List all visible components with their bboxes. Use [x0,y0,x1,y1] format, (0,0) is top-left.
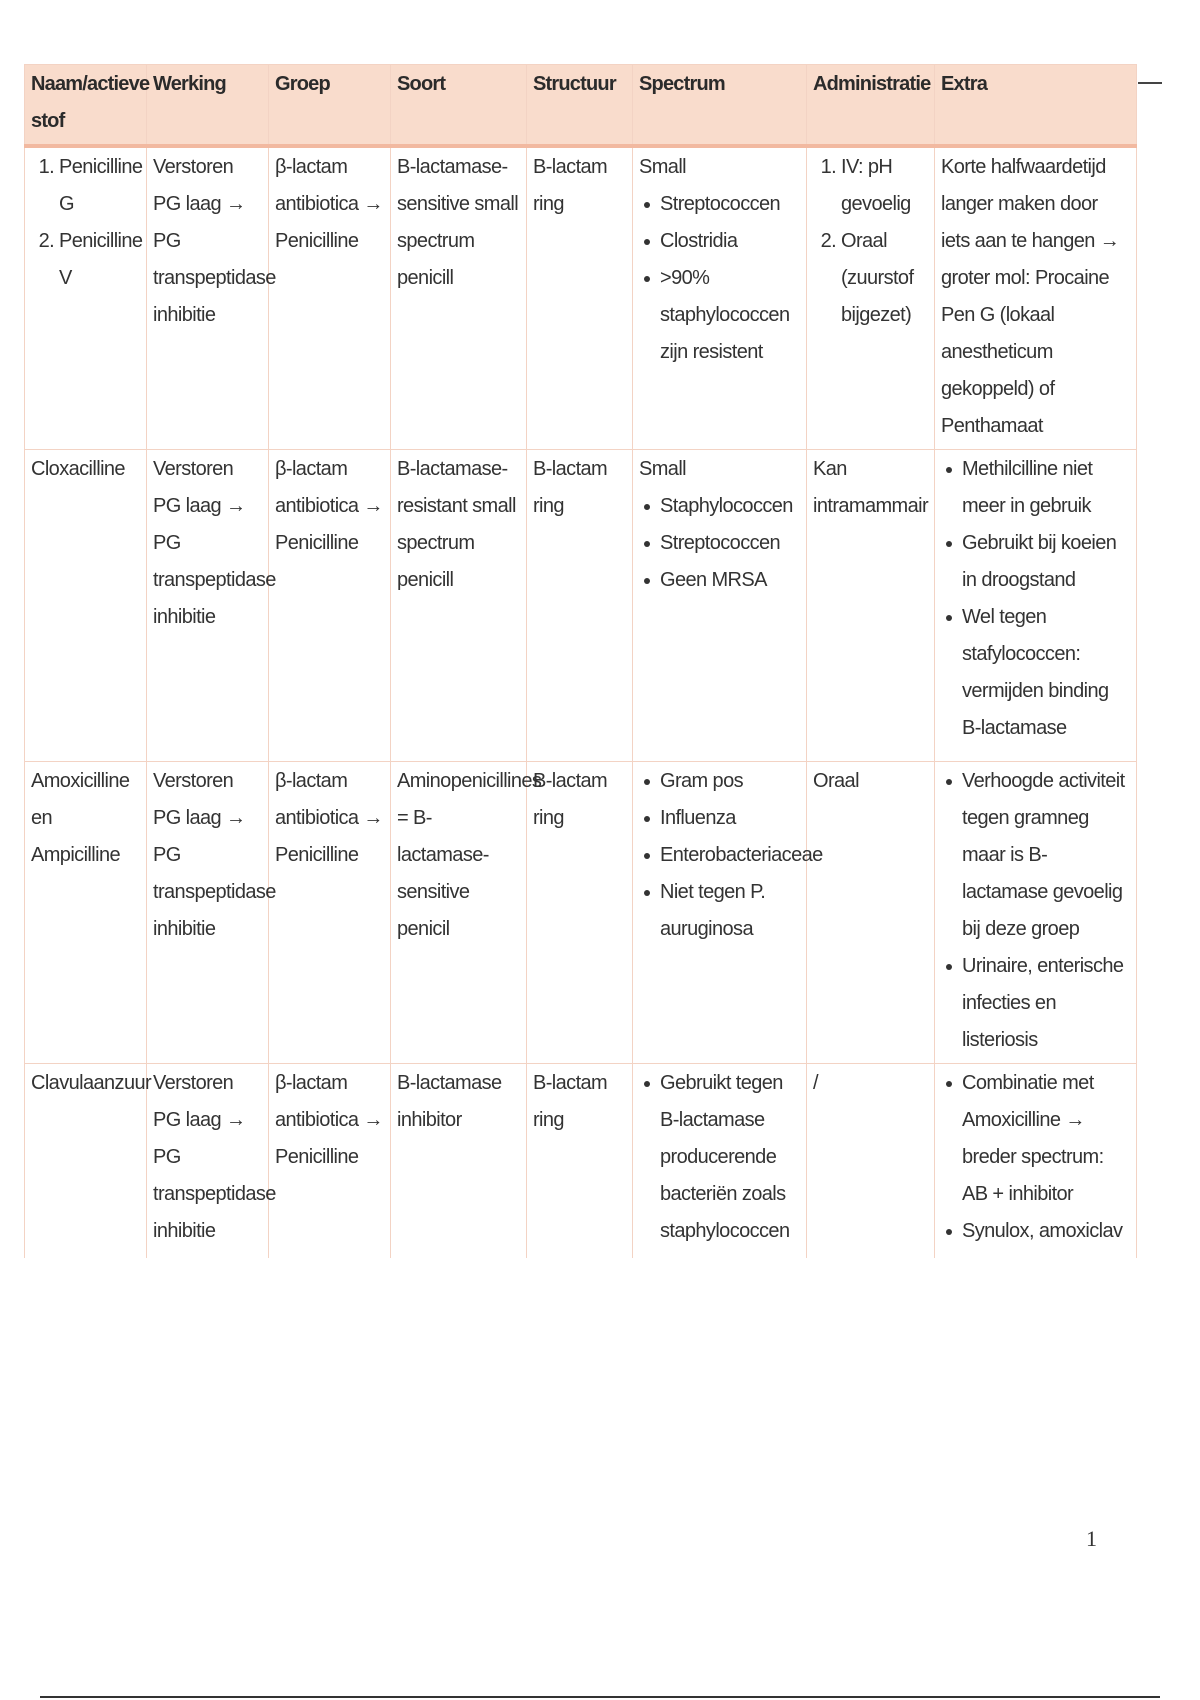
list-item: Geen MRSA [660,562,800,599]
cell-spectrum [633,762,823,1064]
header-werking: Werking [147,65,269,147]
cell-administratie [807,146,935,450]
header-naam: Naam/actieve stof [25,65,147,147]
page-number: 1 [1086,1526,1097,1551]
header-extra: Extra [935,65,1137,147]
cell-werking: Verstoren PG laag → PG transpeptidase inhibitie [147,450,269,762]
list-item: Synulox, amoxiclav [962,1213,1130,1250]
list-item: Enterobacteriaceae [660,837,800,874]
spectrum-intro: Small [639,156,687,178]
list-item: Streptococcen [660,525,800,562]
spectrum-list [639,488,800,599]
table-row [25,762,1137,1064]
cell-administratie: Kan intramammair [807,450,935,762]
list-item: Gebruikt tegen B-lactamase producerende bacteriën zoals staphylococcen [660,1065,800,1250]
cell-groep: β-lactam antibiotica → Penicilline [269,762,391,1064]
cell-extra: Korte halfwaardetijd langer maken door iets aan te hangen → groter mol: Procaine Pen G (lokaal anestheticum gekoppeld) of Penthamaat [935,146,1137,450]
list-item: Gebruikt bij koeien in droogstand [962,525,1130,599]
header-soort: Soort [391,65,527,147]
spectrum-list [639,186,800,371]
list-item: Staphylococcen [660,488,800,525]
cell-structuur: B-lactam ring [527,762,633,1064]
header-spectrum: Spectrum [633,65,807,147]
list-item: Verhoogde activiteit tegen gramneg maar is B-lactamase gevoelig bij deze groep [962,763,1130,948]
list-item: Influenza [660,800,800,837]
list-item: 1. IV: pH gevoelig [841,149,928,223]
table-row [25,146,1137,450]
cell-structuur: B-lactam ring [527,450,633,762]
footer-rule [40,1696,1160,1698]
cell-naam: Clavulaanzuur [25,1064,147,1258]
naam-list [31,149,143,297]
list-item: 2. Oraal (zuurstof bijgezet) [841,223,928,334]
cell-soort: B-lactamase inhibitor [391,1064,527,1258]
header-rule [1138,82,1162,84]
list-item: Niet tegen P. auruginosa [660,874,800,948]
cell-soort: B-lactamase-sensitive small spectrum penicill [391,146,527,450]
extra-list [941,763,1130,1059]
list-item: 1. Penicilline G [59,149,140,223]
cell-administratie: / [807,1064,935,1258]
cell-administratie: Oraal [807,762,935,1064]
cell-werking: Verstoren PG laag → PG transpeptidase inhibitie [147,146,269,450]
cell-groep: β-lactam antibiotica → Penicilline [269,146,391,450]
table-header-row [25,65,1137,147]
list-item: >90% staphylococcen zijn resistent [660,260,800,371]
list-item: Methilcilline niet meer in gebruik [962,451,1130,525]
cell-extra [935,1064,1137,1258]
list-item: Gram pos [660,763,800,800]
cell-spectrum [633,1064,807,1258]
table-row [25,1064,1137,1258]
cell-werking: Verstoren PG laag → PG transpeptidase inhibitie [147,762,269,1064]
extra-list [941,451,1130,747]
list-item: 2. Penicilline V [59,223,140,297]
cell-structuur: B-lactam ring [527,146,633,450]
administratie-list [813,149,928,334]
spectrum-intro: Small [639,458,687,480]
cell-soort: Aminopenicillines = B-lactamase-sensitive penicil [391,762,527,1064]
cell-naam: Amoxicilline en Ampicilline [25,762,147,1064]
cell-spectrum [633,146,807,450]
cell-extra [935,762,1137,1064]
cell-soort: B-lactamase-resistant small spectrum penicill [391,450,527,762]
header-groep: Groep [269,65,391,147]
cell-groep: β-lactam antibiotica → Penicilline [269,450,391,762]
cell-extra [935,450,1137,762]
cell-structuur: B-lactam ring [527,1064,633,1258]
cell-naam: Cloxacilline [25,450,147,762]
list-item: Streptococcen [660,186,800,223]
list-item: Wel tegen stafylococcen: vermijden binding B-lactamase [962,599,1130,747]
cell-spectrum [633,450,807,762]
header-administratie: Administratie [807,65,935,147]
list-item: Urinaire, enterische infecties en listeriosis [962,948,1130,1059]
table-row [25,450,1137,762]
cell-naam [25,146,147,450]
antibiotics-table [24,64,1137,1258]
cell-werking: Verstoren PG laag → PG transpeptidase inhibitie [147,1064,269,1258]
cell-groep: β-lactam antibiotica → Penicilline [269,1064,391,1258]
list-item: Clostridia [660,223,800,260]
spectrum-list [639,763,823,948]
spectrum-list [639,1065,800,1250]
list-item: Combinatie met Amoxicilline → breder spectrum: AB + inhibitor [962,1065,1130,1213]
extra-list [941,1065,1130,1250]
header-structuur: Structuur [527,65,633,147]
